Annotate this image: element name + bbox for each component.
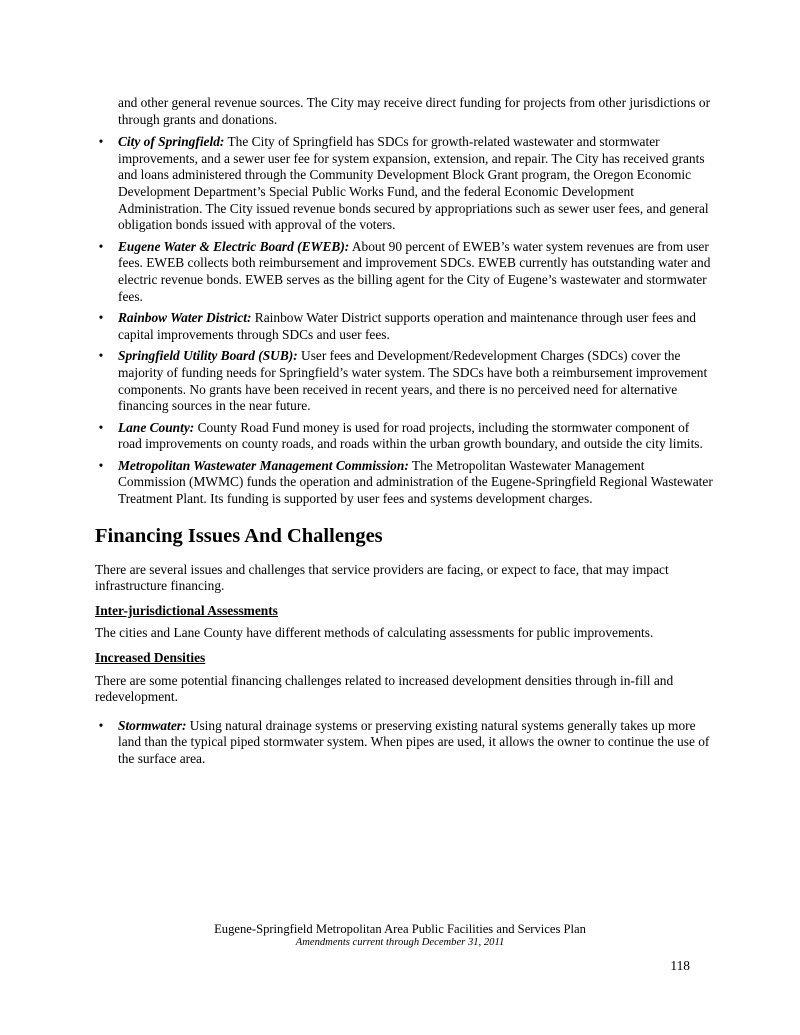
subsection-heading-densities: Increased Densities [95, 650, 206, 666]
provider-text: County Road Fund money is used for road projects, including the stormwater component of road improvements on county roads, and roads within the urban growth boundary, and outside the city limits. [118, 419, 703, 452]
density-text: Using natural drainage systems or preserving existing natural systems generally takes up more land than the typical piped stormwater system. When pipes are used, it allows the owner to continue the use of the surface area. [118, 717, 710, 766]
subsection-text-assessments: The cities and Lane County have different methods of calculating assessments for public improvements. [95, 625, 654, 641]
footer-title: Eugene-Springfield Metropolitan Area Public Facilities and Services Plan [214, 922, 586, 936]
bullet-icon: • [98, 348, 104, 364]
list-item [95, 348, 715, 414]
provider-list [95, 134, 715, 507]
list-item [95, 458, 715, 508]
continuation-paragraph: and other general revenue sources. The City may receive direct funding for projects from other jurisdictions or through grants and donations. [118, 95, 711, 127]
density-list [95, 718, 715, 768]
list-item [95, 310, 715, 343]
page-footer [0, 922, 800, 949]
bullet-icon: • [98, 238, 104, 254]
section-intro: There are several issues and challenges that service providers are facing, or expect to face, that may impact infrastructure financing. [95, 561, 669, 594]
page-number: 118 [670, 958, 690, 973]
bullet-icon: • [98, 134, 104, 150]
provider-text: Rainbow Water District supports operation and maintenance through user fees and capital improvements through SDCs and user fees. [118, 310, 696, 342]
bullet-icon: • [98, 717, 104, 733]
density-term: Stormwater: [118, 717, 187, 733]
subsection-heading-assessments: Inter-jurisdictional Assessments [95, 602, 278, 618]
provider-term: City of Springfield: [118, 134, 225, 150]
provider-term: Springfield Utility Board (SUB): [118, 348, 298, 364]
bullet-icon: • [98, 457, 104, 473]
footer-amendments: Amendments current through December 31, 2011 [295, 937, 505, 948]
section-heading: Financing Issues And Challenges [95, 524, 383, 547]
list-item [95, 134, 715, 234]
provider-text: About 90 percent of EWEB’s water system revenues are from user fees. EWEB collects both reimbursement and improvement SDCs. EWEB currently has outstanding water and electric revenue bonds. EWEB serves as the billing agent for the City of Eugene’s wastewater and stormwater fees. [118, 238, 711, 304]
provider-term: Eugene Water & Electric Board (EWEB): [118, 238, 350, 254]
bullet-icon: • [98, 419, 104, 435]
provider-term: Metropolitan Wastewater Management Commission: [118, 457, 409, 473]
provider-term: Lane County: [118, 419, 195, 435]
provider-text: The Metropolitan Wastewater Management Commission (MWMC) funds the operation and administration of the Eugene-Springfield Regional Wastewater Treatment Plant. Its funding is supported by user fees and systems development charges. [118, 457, 713, 507]
document-body [95, 95, 715, 773]
provider-term: Rainbow Water District: [118, 310, 252, 326]
subsection-text-densities: There are some potential financing challenges related to increased development densities through in-fill and redevelopment. [95, 672, 674, 705]
list-item [95, 718, 715, 768]
bullet-icon: • [98, 310, 104, 326]
provider-text: The City of Springfield has SDCs for growth-related wastewater and stormwater improvements, and a sewer user fee for system expansion, extension, and repair. The City has received grants and loans administered through the Community Development Block Grant program, the Oregon Economic Development Department’s Special Public Works Fund, and the federal Economic Development Administration. The City issued revenue bonds secured by appropriations such as sewer user fees, and general obligation bonds issued with approval of the voters. [118, 134, 709, 233]
list-item [95, 420, 715, 453]
provider-text: User fees and Development/Redevelopment Charges (SDCs) cover the majority of funding needs for Springfield’s water system. The SDCs have both a reimbursement improvement components. No grants have been received in recent years, and there is no perceived need for alternative financing sources in the near future. [118, 348, 708, 414]
list-item [95, 239, 715, 305]
